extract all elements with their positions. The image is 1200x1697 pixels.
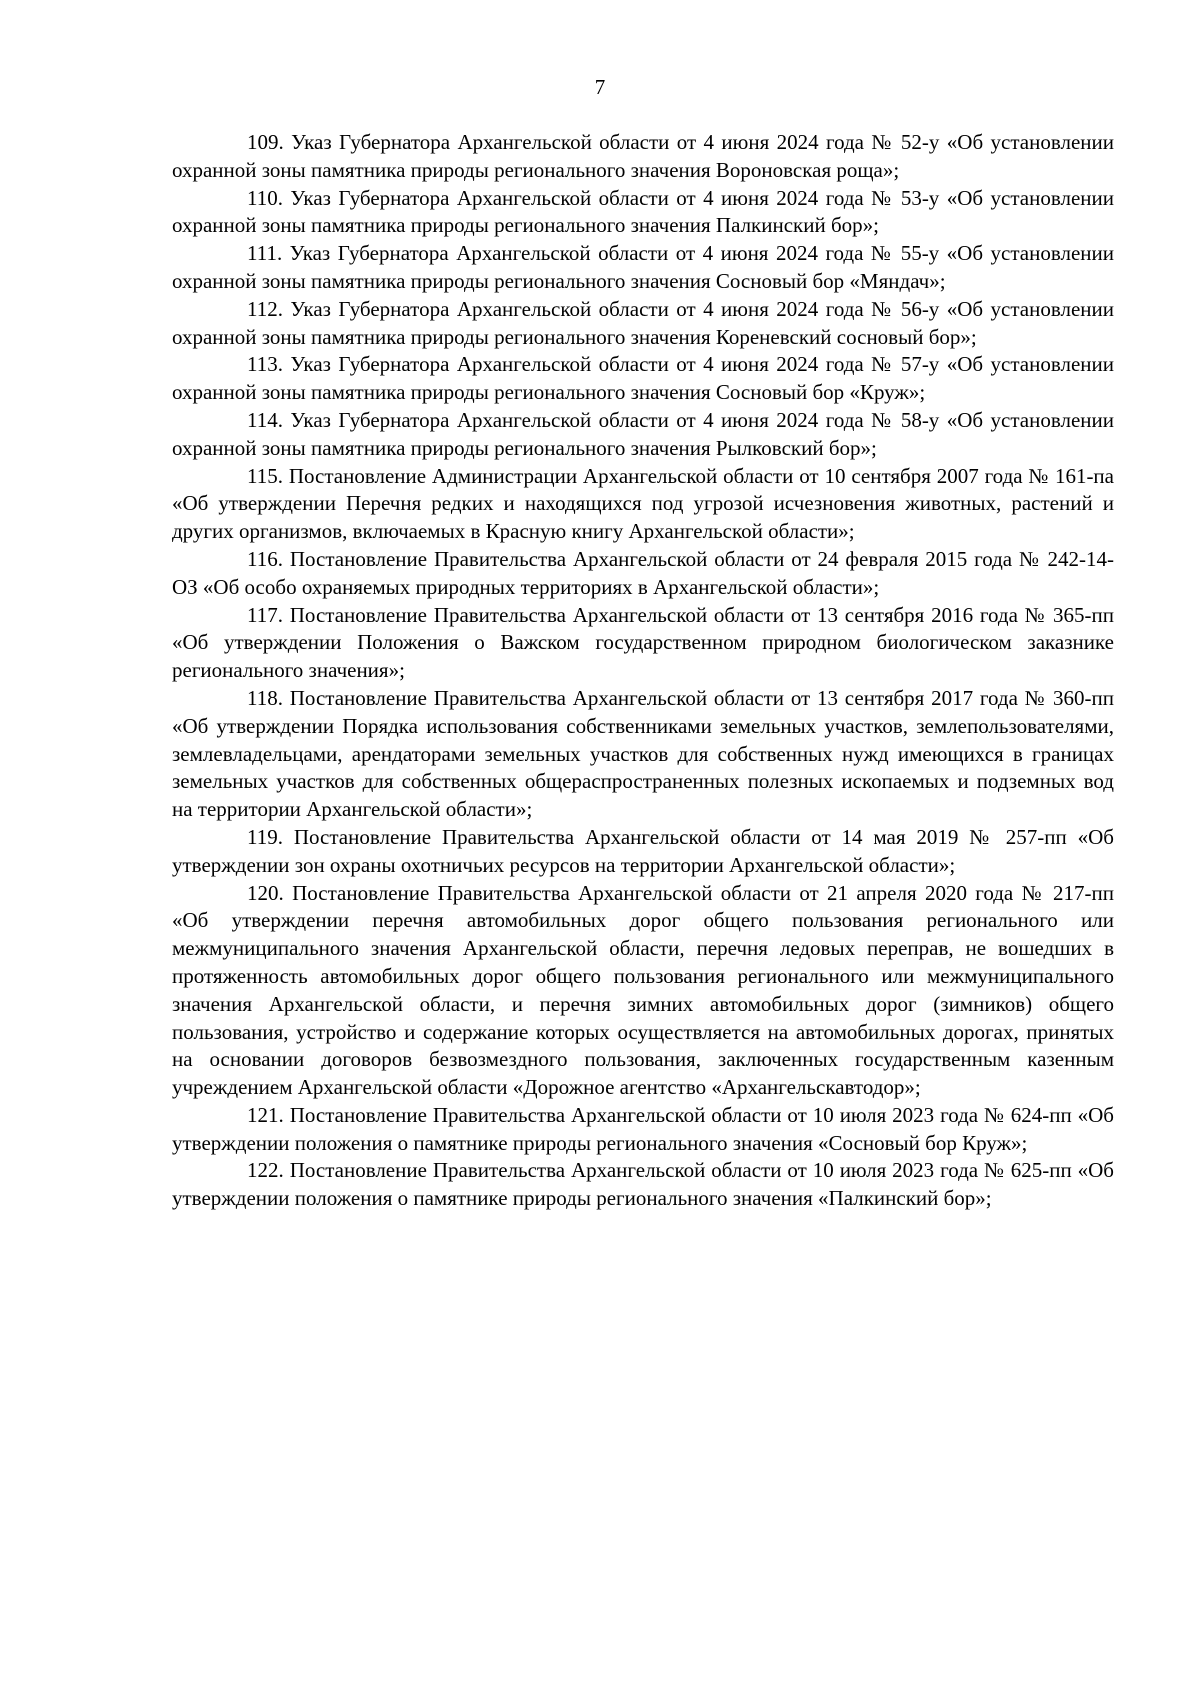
list-item-119: 119. Постановление Правительства Архангельской области от 14 мая 2019 № 257-пп «Об утверждении зон охраны охотничьих ресурсов на территории Архангельской области»; <box>172 824 1114 877</box>
list-item-112: 112. Указ Губернатора Архангельской области от 4 июня 2024 года № 56-у «Об установлении охранной зоны памятника природы регионального значения Кореневский сосновый бор»; <box>172 296 1114 349</box>
list-item-118: 118. Постановление Правительства Архангельской области от 13 сентября 2017 года № 360-пп «Об утверждении Порядка использования собственниками земельных участков, землепользователями, землевладельцами, арендаторами земельных участков для собственных нужд имеющихся в границах земельных участков для собственных общераспространенных полезных ископаемых и подземных вод на территории Архангельской области»; <box>172 685 1114 822</box>
list-item-117: 117. Постановление Правительства Архангельской области от 13 сентября 2016 года № 365-пп «Об утверждении Положения о Важском государственном природном биологическом заказнике регионального значения»; <box>172 602 1114 683</box>
list-item-122: 122. Постановление Правительства Архангельской области от 10 июля 2023 года № 625-пп «Об утверждении положения о памятнике природы регионального значения «Палкинский бор»; <box>172 1158 1114 1211</box>
list-item-120: 120. Постановление Правительства Архангельской области от 21 апреля 2020 года № 217-пп «Об утверждении перечня автомобильных дорог общего пользования регионального или межмуниципального значения Архангельской области, перечня ледовых переправ, не вошедших в протяженность автомобильных дорог общего пользования регионального или межмуниципального значения Архангельской области, и перечня зимних автомобильных дорог (зимников) общего пользования, устройство и содержание которых осуществляется на автомобильных дорогах, принятых на основании договоров безвозмездного пользования, заключенных государственным казенным учреждением Архангельской области «Дорожное агентство «Архангельскавтодор»; <box>172 880 1114 1100</box>
list-item-116: 116. Постановление Правительства Архангельской области от 24 февраля 2015 года № 242-14-ОЗ «Об особо охраняемых природных территориях в Архангельской области»; <box>172 546 1114 599</box>
list-item-121: 121. Постановление Правительства Архангельской области от 10 июля 2023 года № 624-пп «Об утверждении положения о памятнике природы регионального значения «Сосновый бор Круж»; <box>172 1102 1114 1155</box>
page-number: 7 <box>594 75 606 99</box>
list-item-114: 114. Указ Губернатора Архангельской области от 4 июня 2024 года № 58-у «Об установлении охранной зоны памятника природы регионального значения Рылковский бор»; <box>172 407 1114 460</box>
list-item-109: 109. Указ Губернатора Архангельской области от 4 июня 2024 года № 52-у «Об установлении охранной зоны памятника природы регионального значения Вороновская роща»; <box>172 130 1114 182</box>
list-item-110: 110. Указ Губернатора Архангельской области от 4 июня 2024 года № 53-у «Об установлении охранной зоны памятника природы регионального значения Палкинский бор»; <box>172 185 1114 238</box>
list-item-115: 115. Постановление Администрации Архангельской области от 10 сентября 2007 года № 161-па «Об утверждении Перечня редких и находящихся под угрозой исчезновения животных, растений и других организмов, включаемых в Красную книгу Архангельской области»; <box>172 463 1114 544</box>
legal-acts-list <box>172 129 1114 1213</box>
list-item-111: 111. Указ Губернатора Архангельской области от 4 июня 2024 года № 55-у «Об установлении охранной зоны памятника природы регионального значения Сосновый бор «Мяндач»; <box>172 241 1114 293</box>
list-item-113: 113. Указ Губернатора Архангельской области от 4 июня 2024 года № 57-у «Об установлении охранной зоны памятника природы регионального значения Сосновый бор «Круж»; <box>172 352 1114 405</box>
